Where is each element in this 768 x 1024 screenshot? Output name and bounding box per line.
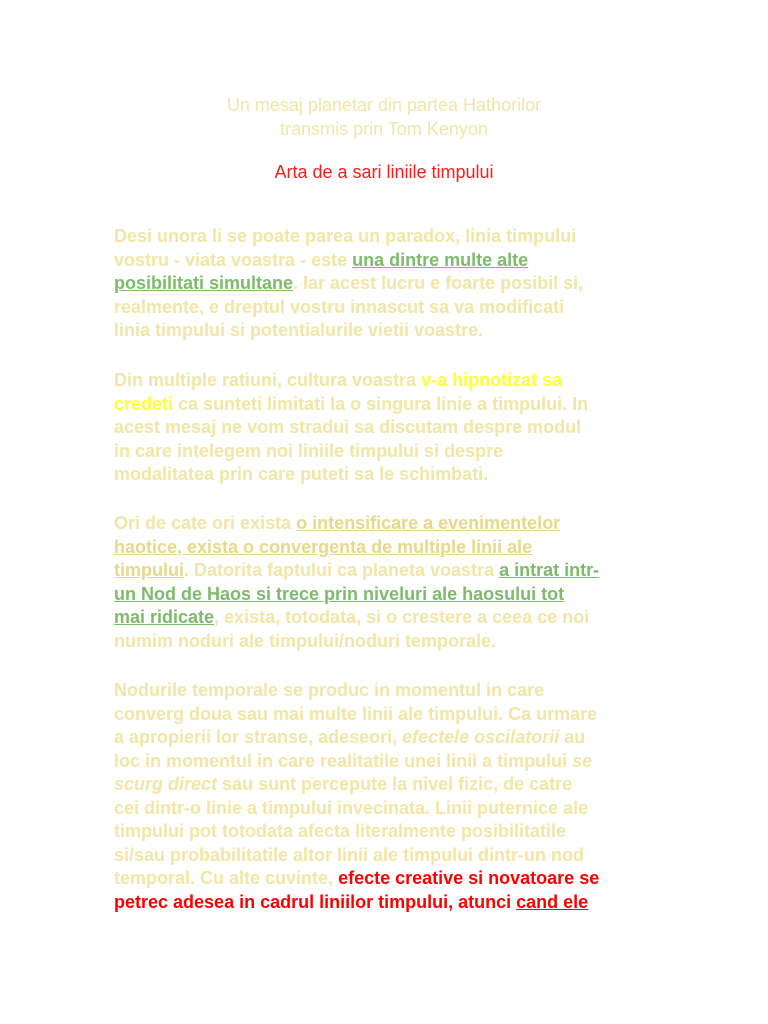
p1-text-a: Desi unora li se poate parea un paradox, linia timpului	[114, 226, 577, 246]
p4-line-9	[114, 867, 664, 891]
p3-line-5	[114, 606, 664, 630]
p1-underlined-green-2: posibilitati simultane	[114, 273, 294, 293]
p1-text-e: . Iar acest lucru e foarte posibil si,	[293, 273, 584, 293]
p2-line-1	[114, 369, 664, 393]
p2-line-3	[114, 416, 664, 440]
p1-line-2	[114, 249, 664, 273]
p1-line-3	[114, 272, 664, 296]
p4-text-l: si/sau probabilitatile altor linii ale timpului dintr-un nod	[114, 844, 585, 865]
p4-text-c: a apropierii lor stranse, adeseori,	[114, 727, 403, 747]
p1-text-b: vostru - viata voastra - este	[114, 249, 353, 270]
p4-text-i: sau sunt percepute la nivel fizic, de catre	[217, 774, 573, 794]
p3-line-6	[114, 630, 664, 654]
p3-line-2	[114, 536, 664, 560]
p1-text-f: realmente, e dreptul vostru innascut sa va modificati	[114, 296, 565, 317]
p4-line-10	[114, 891, 664, 915]
p4-text-e: au	[559, 727, 586, 747]
p3-line-3	[114, 559, 664, 583]
p4-red-2: petrec adesea in cadrul liniilor timpului, atunci	[114, 891, 517, 912]
p1-underlined-green-1: una dintre multe alte	[352, 249, 529, 270]
p4-line-5	[114, 773, 664, 797]
title-line-2: transmis prin Tom Kenyon	[280, 119, 488, 139]
p2-line-5	[114, 463, 664, 487]
p3-underlined-green-2: un Nod de Haos si trece prin niveluri ale haosului tot	[114, 583, 565, 604]
p3-line-4	[114, 583, 664, 607]
p4-text-b: converg doua sau mai multe linii ale timpului. Ca urmare	[114, 703, 598, 724]
p4-line-4	[114, 750, 664, 774]
p2-text-d: ca sunteti limitati la o singura linie a timpului. In	[173, 393, 589, 414]
p4-italic-2: se	[572, 750, 593, 771]
p2-text-e: acest mesaj ne vom stradui sa discutam despre modul	[114, 417, 582, 437]
paragraph-2	[114, 369, 664, 487]
title-line-1: Un mesaj planetar din partea Hathorilor	[226, 95, 542, 115]
paragraph-3	[114, 512, 664, 653]
p3-underlined-green-3: mai ridicate	[114, 607, 215, 627]
p4-line-7	[114, 820, 664, 844]
document-title	[0, 93, 768, 141]
p2-highlight-yellow-1: v-a hipnotizat sa	[421, 370, 563, 390]
p1-line-4	[114, 296, 664, 320]
p3-text-j: numim noduri ale timpului/noduri temporale.	[114, 630, 497, 651]
p4-line-6	[114, 797, 664, 821]
p4-text-f: loc in momentul in care realitatile unei linii a timpului	[114, 750, 573, 771]
paragraph-4	[114, 679, 664, 914]
p4-line-8	[114, 844, 664, 868]
p4-line-2	[114, 703, 664, 727]
document-subtitle: Arta de a sari liniile timpului	[274, 162, 494, 182]
p1-text-g: linia timpului si potentialurile vietii voastre.	[114, 320, 484, 340]
p2-text-f: in care intelegem noi liniile timpului si despre	[114, 440, 504, 461]
p4-line-3	[114, 726, 664, 750]
p3-underlined-green-1: a intrat intr-	[499, 560, 600, 580]
p1-line-5	[114, 319, 664, 343]
paragraph-1	[114, 225, 664, 343]
p4-text-j: cei dintr-o linie a timpului invecinata. Linii puternice ale	[114, 797, 589, 818]
p2-text-g: modalitatea prin care puteti sa le schimbati.	[114, 464, 489, 484]
p4-italic-3: scurg direct	[114, 774, 218, 794]
p2-line-2	[114, 393, 664, 417]
p3-underlined-2: haotice, exista o convergenta de multiple linii ale	[114, 536, 533, 557]
p4-text-k: timpului pot totodata afecta literalmente posibilitatile	[114, 821, 567, 841]
p3-line-1	[114, 512, 664, 536]
p3-underlined-1: o intensificare a evenimentelor	[296, 513, 561, 533]
p3-text-i: , exista, totodata, si o crestere a ceea ce noi	[214, 607, 590, 627]
p2-text-a: Din multiple ratiuni, cultura voastra	[114, 370, 422, 390]
p4-red-1: efecte creative si novatoare se	[338, 868, 600, 888]
p3-text-a: Ori de cate ori exista	[114, 513, 297, 533]
p4-text-m: temporal. Cu alte cuvinte,	[114, 868, 339, 888]
p2-line-4	[114, 440, 664, 464]
p2-highlight-yellow-2: credeti	[114, 393, 174, 414]
p1-line-1	[114, 225, 664, 249]
p4-text-a: Nodurile temporale se produc in momentul in care	[114, 680, 545, 700]
p4-red-underlined: cand ele	[516, 891, 589, 912]
p3-underlined-3: timpului	[114, 560, 184, 580]
p3-text-e: . Datorita faptului ca planeta voastra	[184, 560, 500, 580]
p4-line-1	[114, 679, 664, 703]
p4-italic-1: efectele oscilatorii	[402, 727, 560, 747]
